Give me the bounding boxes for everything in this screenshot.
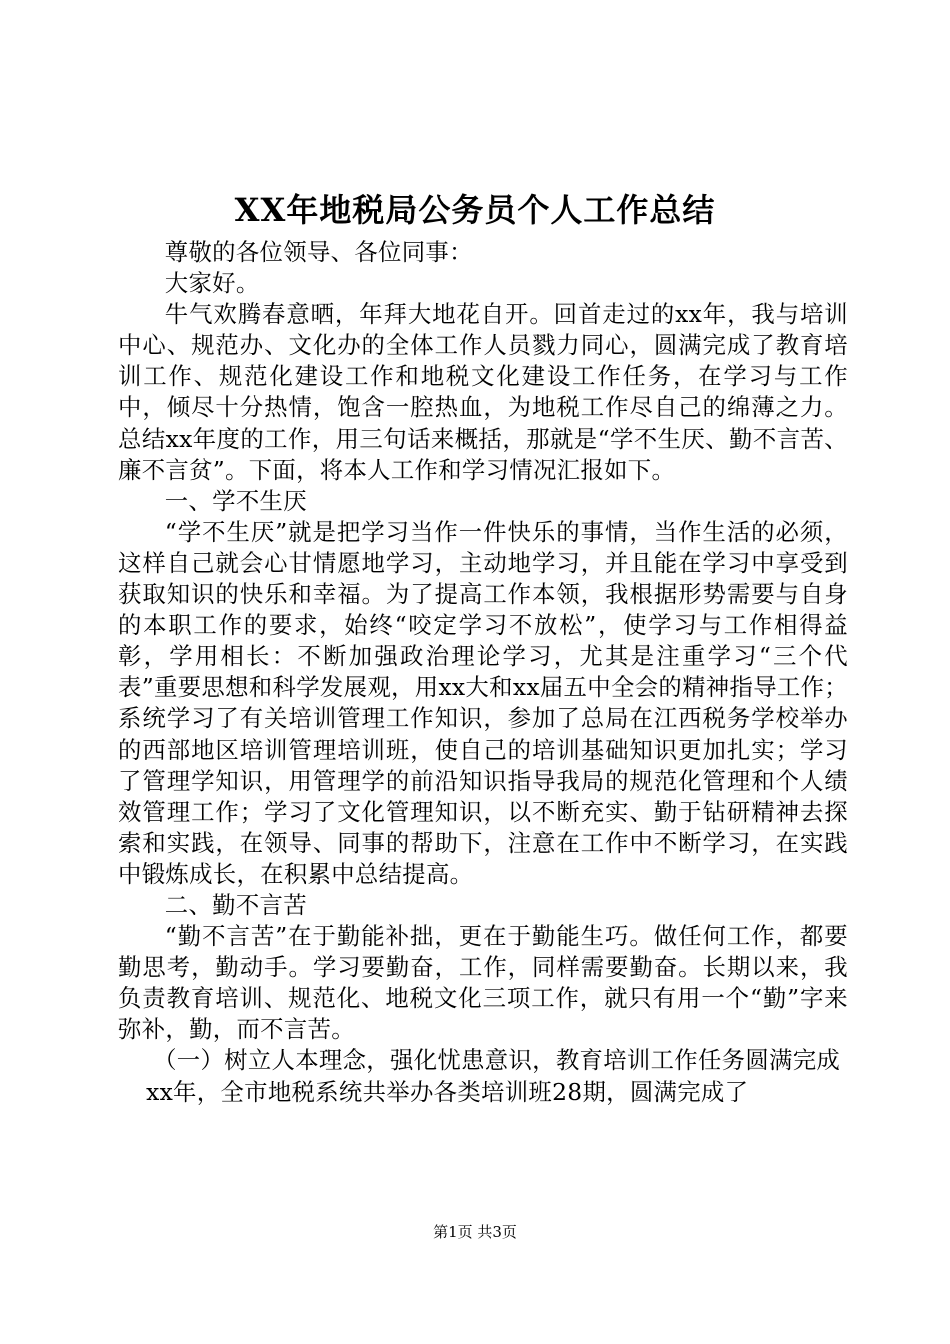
section-heading-1: 一、学不生厌 (164, 486, 307, 515)
section-heading-2: 二、勤不言苦 (164, 890, 307, 919)
document-body (118, 237, 848, 1108)
section-1-paragraph: “学不生厌”就是把学习当作一件快乐的事情，当作生活的必须，这样自己就会心甘情愿地学习，主动地学习，并且能在学习中享受到获取知识的快乐和幸福。为了提高工作本领，我根据形势需要与自身的本职工作的要求，始终“咬定学习不放松”，使学习与工作相得益彰，学用相长：不断加强政治理论学习，尤其是注重学习“三个代表”重要思想和科学发展观，用xx大和xx届五中全会的精神指导工作；系统学习了有关培训管理工作知识，参加了总局在江西税务学校举办的西部地区培训管理培训班，使自己的培训基础知识更加扎实；学习了管理学知识，用管理学的前沿知识指导我局的规范化管理和个人绩效管理工作；学习了文化管理知识，以不断充实、勤于钻研精神去探索和实践，在领导、同事的帮助下，注意在工作中不断学习，在实践中锻炼成长，在积累中总结提高。 (118, 517, 848, 888)
document-title: XX年地税局公务员个人工作总结 (234, 191, 716, 229)
subsection-1-paragraph: xx年，全市地税系统共举办各类培训班28期，圆满完成了 (146, 1077, 749, 1106)
subsection-heading-1: （一）树立人本理念，强化忧患意识，教育培训工作任务圆满完成 (153, 1046, 841, 1075)
greeting: 大家好。 (164, 269, 260, 298)
salutation: 尊敬的各位领导、各位同事： (164, 238, 473, 266)
section-2-paragraph: “勤不言苦”在于勤能补拙，更在于勤能生巧。做任何工作，都要勤思考，勤动手。学习要勤奋，工作，同样需要勤奋。长期以来，我负责教育培训、规范化、地税文化三项工作，就只有用一个“勤”字来弥补，勤，而不言苦。 (118, 922, 848, 1044)
intro-paragraph: 牛气欢腾春意晒，年拜大地花自开。回首走过的xx年，我与培训中心、规范办、文化办的全体工作人员戮力同心，圆满完成了教育培训工作、规范化建设工作和地税文化建设工作任务，在学习与工作中，倾尽十分热情，饱含一腔热血，为地税工作尽自己的绵薄之力。总结xx年度的工作，用三句话来概括，那就是“学不生厌、勤不言苦、廉不言贫”。下面，将本人工作和学习情况汇报如下。 (118, 300, 848, 484)
page-number: 第1页 共3页 (433, 1223, 517, 1241)
